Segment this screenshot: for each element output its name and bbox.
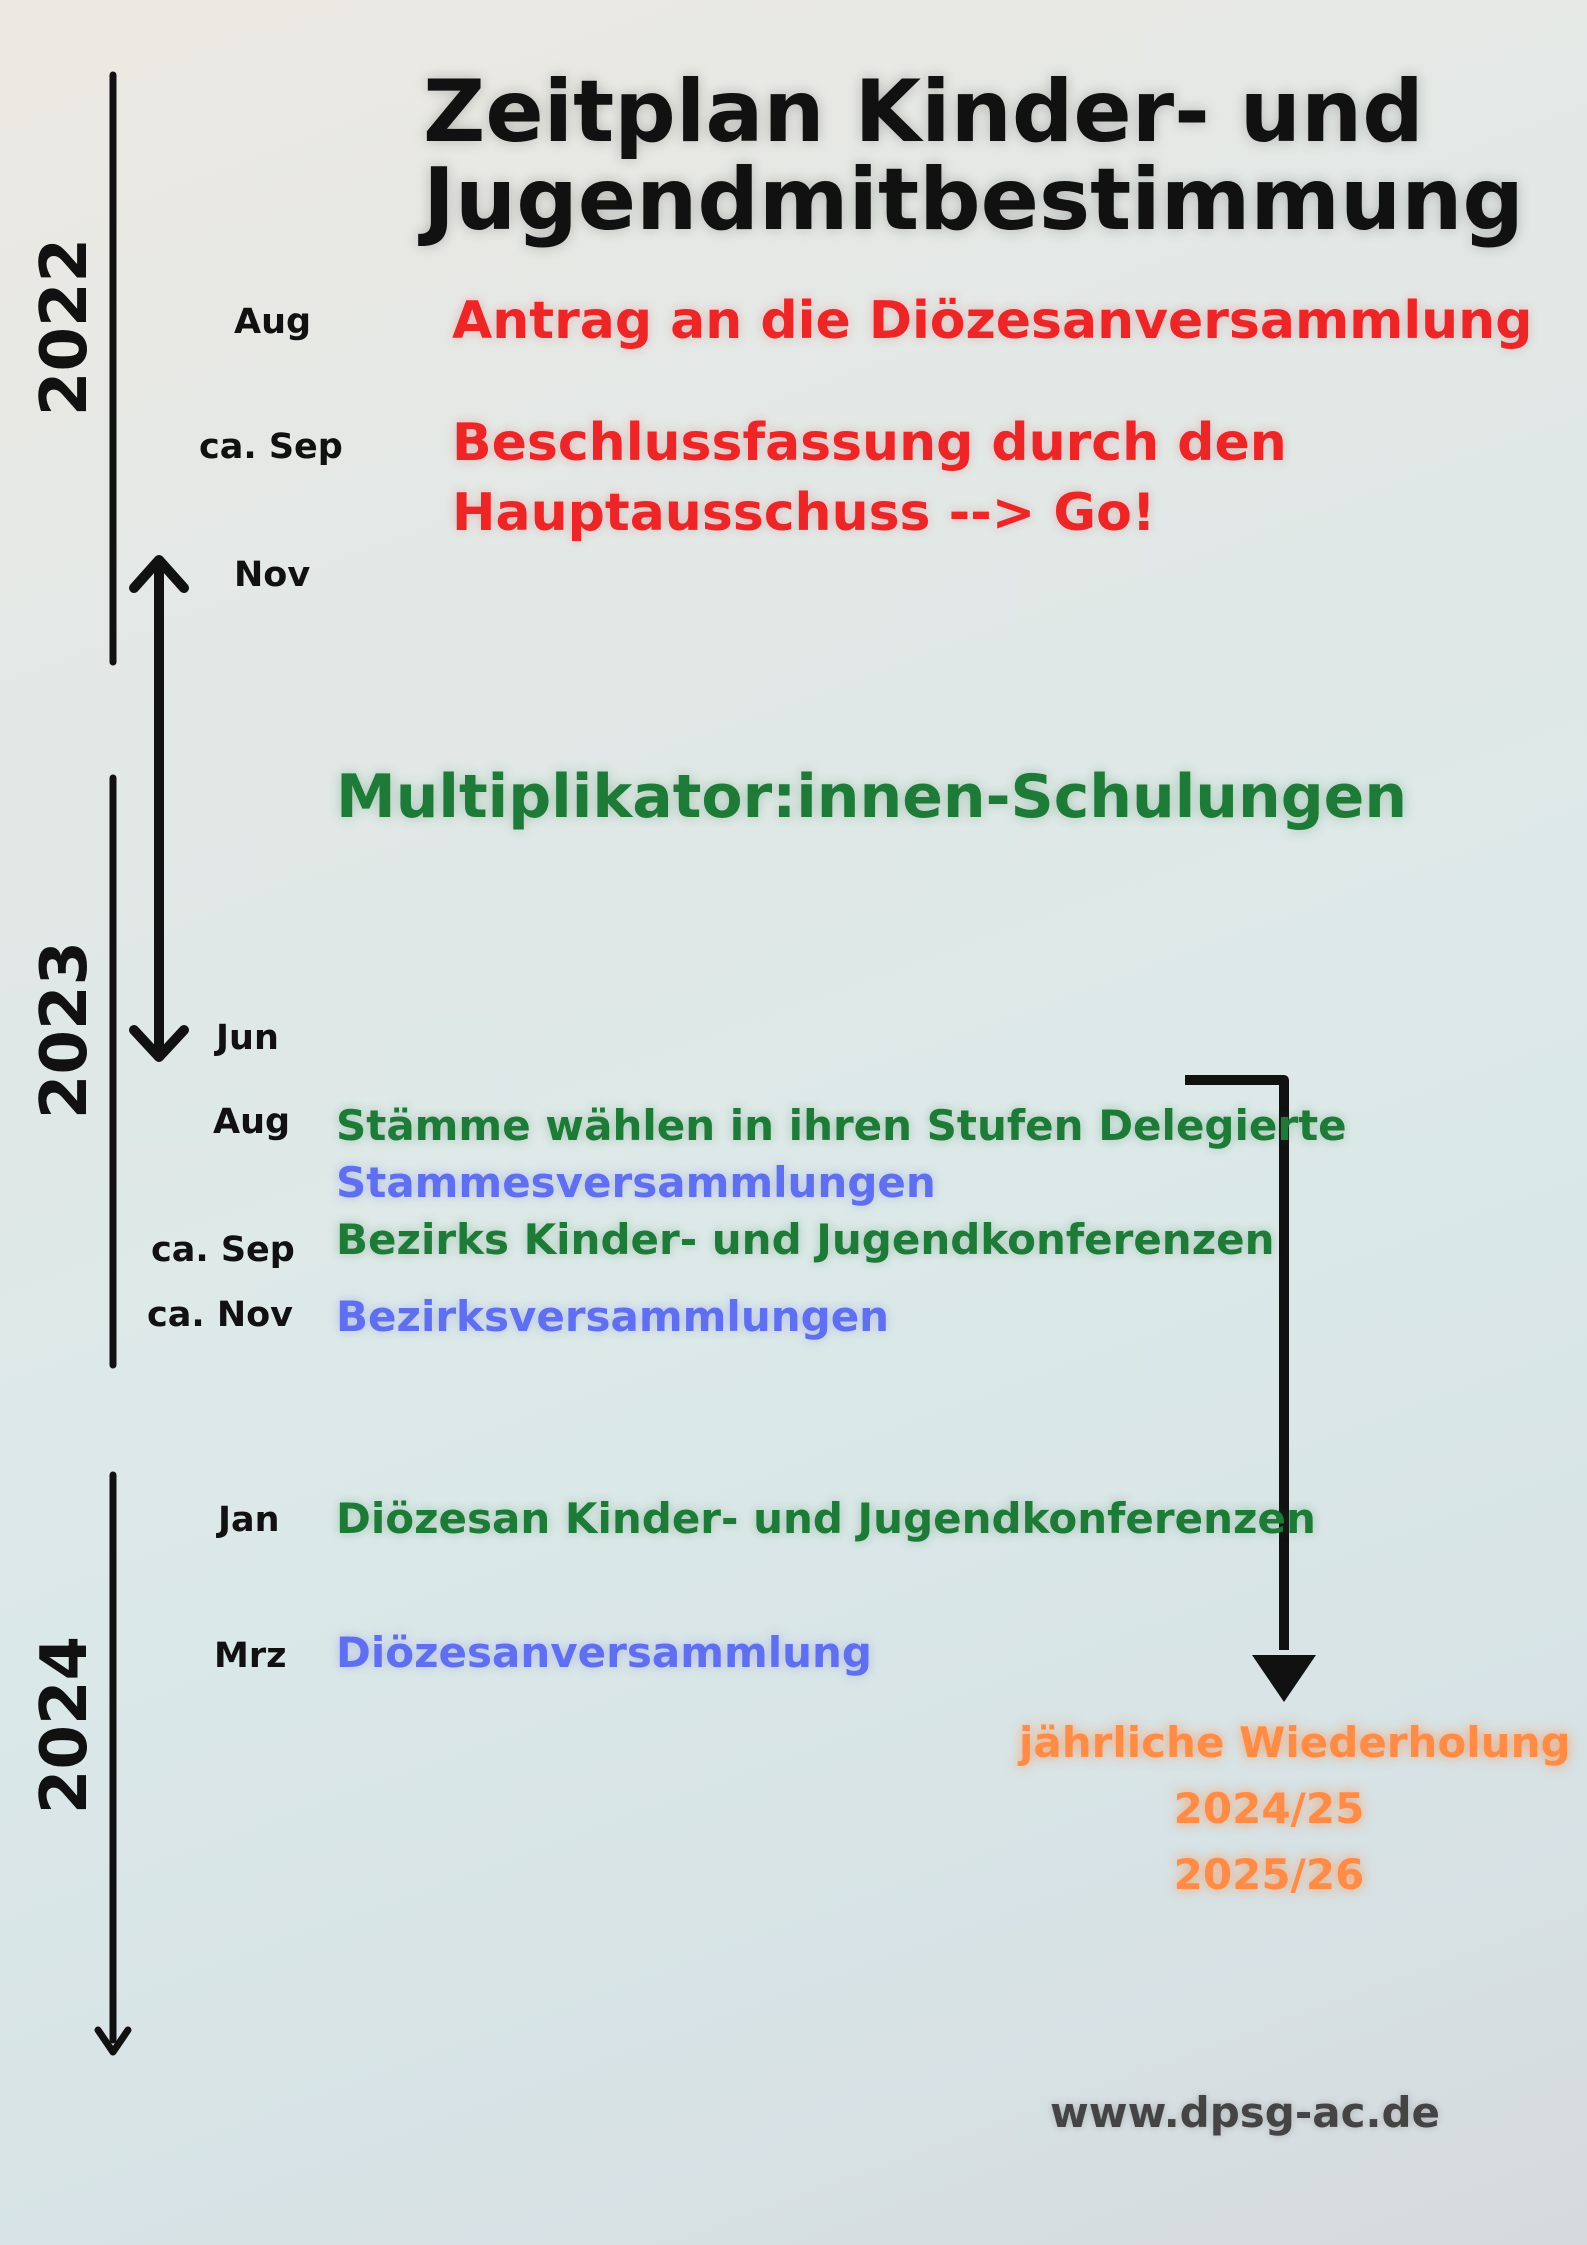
event-schulungen: Multiplikator:innen-Schulungen	[336, 762, 1408, 832]
repeat-arrow-line	[1185, 1080, 1284, 1650]
repeat-arrow-head-icon	[1252, 1655, 1316, 1702]
month-mrz-2024: Mrz	[214, 1636, 287, 1676]
year-label-2022: 2022	[28, 237, 102, 417]
month-nov-2023: ca. Nov	[147, 1295, 293, 1335]
month-jun-2023: Jun	[216, 1018, 279, 1058]
repeat-note	[1019, 1710, 1571, 1908]
event-antrag: Antrag an die Diözesanversammlung	[452, 291, 1533, 351]
event-dioezesanversammlung: Diözesanversammlung	[336, 1628, 872, 1677]
year-label-2023: 2023	[28, 940, 102, 1120]
month-nov-2022: Nov	[234, 555, 311, 595]
repeat-label: jährliche Wiederholung	[1019, 1718, 1571, 1767]
event-bezirks-konferenzen: Bezirks Kinder- und Jugendkonferenzen	[336, 1215, 1275, 1264]
event-dioezesan-konferenzen: Diözesan Kinder- und Jugendkonferenzen	[336, 1494, 1316, 1543]
event-bezirksversammlungen: Bezirksversammlungen	[336, 1292, 890, 1341]
page-title-line-1: Zeitplan Kinder- und	[423, 62, 1424, 162]
event-beschluss-line-2: Hauptausschuss --> Go!	[452, 483, 1156, 543]
month-jan-2024: Jan	[218, 1500, 280, 1540]
event-staemme: Stämme wählen in ihren Stufen Delegierte	[336, 1101, 1347, 1150]
year-label-2024: 2024	[28, 1635, 102, 1815]
month-sep-2022: ca. Sep	[199, 427, 343, 467]
event-stammesversammlungen: Stammesversammlungen	[336, 1158, 936, 1207]
event-beschluss-line-1: Beschlussfassung durch den	[452, 413, 1287, 473]
month-aug-2023: Aug	[213, 1102, 291, 1142]
month-aug-2022: Aug	[234, 302, 312, 342]
repeat-year-2: 2025/26	[1173, 1850, 1365, 1899]
month-sep-2023: ca. Sep	[151, 1230, 295, 1270]
footer-url[interactable]: www.dpsg-ac.de	[1050, 2088, 1441, 2137]
repeat-year-1: 2024/25	[1173, 1784, 1365, 1833]
page-title-line-2: Jugendmitbestimmung	[423, 150, 1524, 250]
page-title	[423, 62, 1524, 250]
